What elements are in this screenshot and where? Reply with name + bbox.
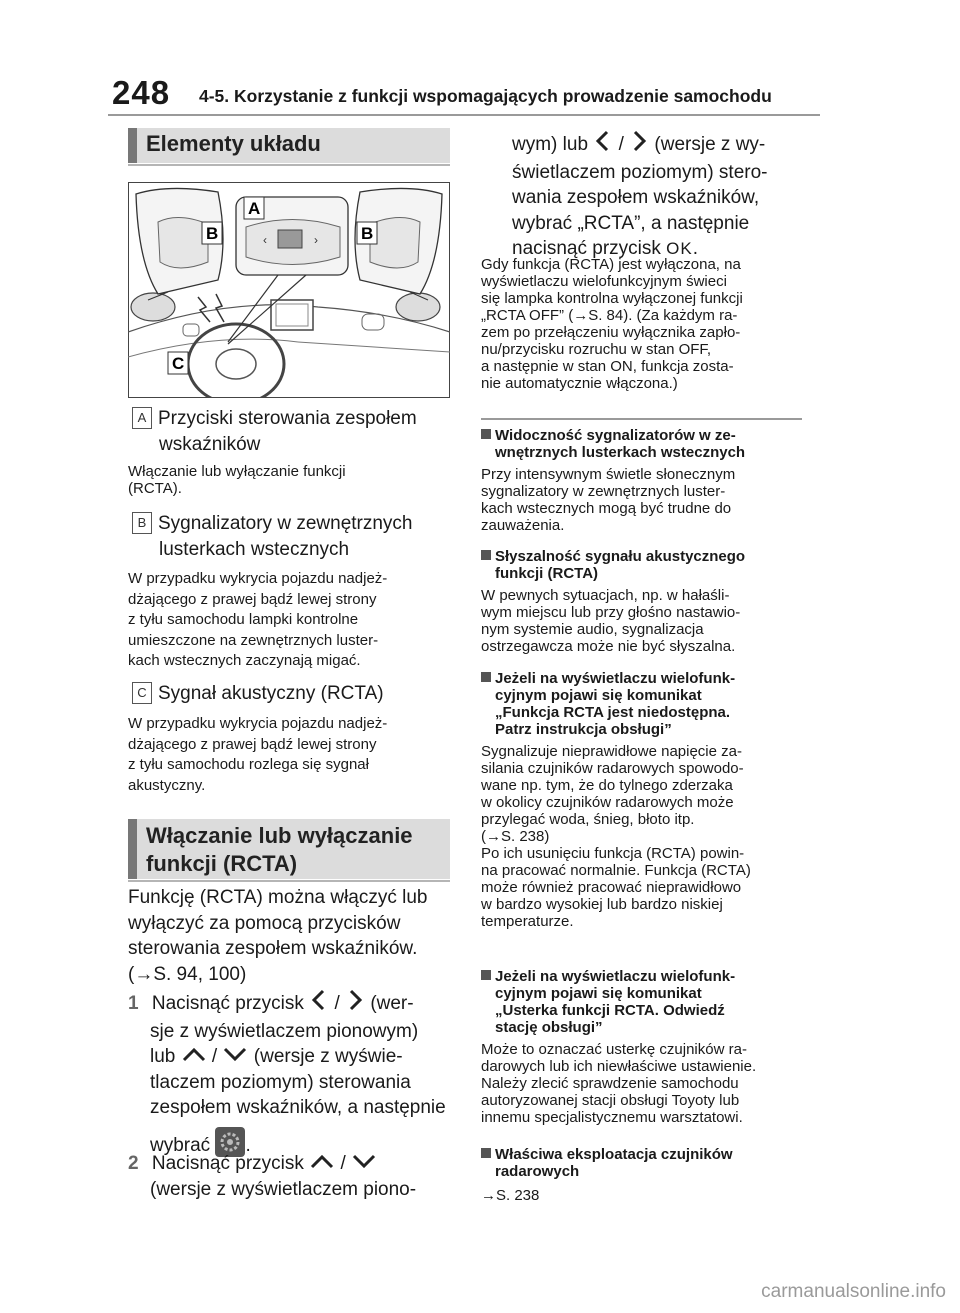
text-line: wybrać „RCTA”, a następnie [512,212,750,234]
text-line: (wersje z wyświetlaczem piono- [150,1178,417,1200]
text-line: dżającego z prawej bądź lewej strony [128,735,377,753]
text: Jeżeli na wyświetlaczu wielofunk- [495,968,736,985]
text-line: sterowania zespołem wskaźników. [128,938,418,959]
text-line: W przypadku wykrycia pojazdu nadjeż- [128,570,388,587]
square-bullet-icon [481,1148,491,1158]
section-heading-text-line1: Włączanie lub wyłączanie [146,823,413,848]
label-c-box: C [132,682,152,704]
rcta-off-note [481,256,811,392]
section-heading-toggle [128,819,450,879]
chevron-right-icon [629,130,649,160]
step-2 [128,1151,458,1202]
step-1 [128,989,458,1164]
item-a-title-line1: Przyciski sterowania zespołem [158,408,417,429]
item-a-title [132,406,452,458]
text-line: cyjnym pojawi się komunikat [495,687,702,704]
text-line: innemu specjalistycznemu warsztatowi. [481,1109,743,1126]
text-line: W przypadku wykrycia pojazdu nadjeż- [128,715,388,732]
text-line: przylegać woda, śnieg, błoto itp. [481,811,695,828]
toggle-intro [128,885,458,987]
text-line: z tyłu samochodu rozlega się sygnał [128,756,369,773]
text: Słyszalność sygnału akustycznego [495,548,746,565]
item-c-title-line1: Sygnał akustyczny (RCTA) [158,683,384,704]
text-line: (RCTA). [128,480,182,497]
section-heading-text-line2: funkcji (RCTA) [146,851,298,876]
chevron-up-icon [181,1044,207,1070]
text-line: darowych lub ich niewłaściwe ustawienie. [481,1058,757,1075]
label-b-box: B [132,512,152,534]
text-line: radarowych [495,1163,580,1180]
item-b-title-line2: lusterkach wstecznych [159,539,350,560]
text: / [618,133,624,155]
text-line: temperaturze. [481,913,574,930]
text-line: Może to oznaczać usterkę czujników ra- [481,1041,747,1058]
text-line: autoryzowanej stacji obsługi Toyoty lub [481,1092,740,1109]
text: (wer- [370,992,414,1014]
text-line: zem po przełączeniu wyłącznika zapło- [481,324,741,341]
text-line: zauważenia. [481,517,565,534]
text: (wersje z wy- [654,133,766,155]
text-line: w okolicy czujników radarowych może [481,794,734,811]
text-line: W pewnych sytuacjach, np. w hałaśli- [481,587,730,604]
step-2-continued [512,130,812,262]
text: wym) lub [512,133,589,155]
text: / [334,992,340,1014]
text-line: →S. 238 [481,1187,540,1204]
svg-text:›: › [314,233,318,247]
text: Właściwa eksploatacja czujników [495,1146,733,1163]
text: / [340,1153,346,1174]
text-line: cyjnym pojawi się komunikat [495,985,702,1002]
text-line: Sygnalizuje nieprawidłowe napięcie za- [481,743,742,760]
note-unavailable-message [481,670,811,930]
label-a-box: A [132,407,152,429]
figure-label-b-left: B [206,224,219,243]
section-heading-text: Elementy układu [146,131,321,156]
text: Widoczność sygnalizatorów w ze- [495,427,736,444]
watermark: carmanualsonline.info [761,1281,946,1302]
page-number: 248 [112,74,171,111]
text-line: nym systemie audio, sygnalizacja [481,621,704,638]
text-line: tlaczem poziomym) sterowania [150,1071,411,1093]
dashboard-illustration [128,182,450,398]
text-line: wyłączyć za pomocą przycisków [128,912,401,934]
text: / [211,1046,218,1067]
item-c-title [132,681,452,707]
text: . [692,238,699,259]
square-bullet-icon [481,970,491,980]
text-line: kach wstecznych mogą być trudne do [481,500,732,517]
item-b-description [128,569,450,672]
text-line: może również pracować nieprawidłowo [481,879,742,896]
text-line: (→S. 94, 100) [128,963,247,985]
chevron-down-icon [222,1044,248,1070]
item-b-title-line1: Sygnalizatory w zewnętrznych [158,513,413,534]
text-line: „Usterka funkcji RCTA. Odwiedź [495,1002,725,1019]
note-radar-maintenance [481,1146,811,1204]
text-line: nu/przycisku rozruchu w stan OFF, [481,341,712,358]
text: wybrać [150,1134,211,1156]
text-line: akustyczny. [128,776,206,794]
text-line: zespołem wskaźników, a następnie [150,1097,446,1119]
text: (wersje z wyświe- [253,1046,403,1067]
text-line: „RCTA OFF” (→S. 84). (Za każdym ra- [481,307,738,324]
text-line: Gdy funkcja (RCTA) jest wyłączona, na [481,256,741,273]
text-line: „Funkcja RCTA jest niedostępna. [495,704,731,721]
text: lub [150,1046,176,1067]
text: . [245,1134,251,1156]
text-line: z tyłu samochodu lampki kontrolne [128,611,359,628]
notes-divider [481,418,802,420]
chevron-right-icon [345,989,365,1019]
item-c-description [128,714,450,796]
figure-label-c: C [172,354,185,373]
square-bullet-icon [481,550,491,560]
text-line: Włączanie lub wyłączanie funkcji [128,463,346,480]
section-heading-elements [128,128,450,163]
step-number: 1 [128,992,139,1014]
square-bullet-icon [481,429,491,439]
text-line: nie automatycznie włączona.) [481,375,678,392]
square-bullet-icon [481,672,491,682]
text-line: w bardzo wysokiej lub bardzo niskiej [481,896,723,913]
header-divider [108,114,820,116]
text: Jeżeli na wyświetlaczu wielofunk- [495,670,736,687]
text-line: sygnalizatory w zewnętrznych luster- [481,483,726,500]
text-line: ostrzegawcza może nie być słyszalna. [481,638,736,655]
text-line: funkcji (RCTA) [495,565,599,582]
text-line: świetlaczem poziomym) stero- [512,161,768,183]
text-line: Przy intensywnym świetle słonecznym [481,466,736,483]
text-line: wania zespołem wskaźników, [512,187,760,208]
text-line: stację obsługi” [495,1019,603,1036]
text-line: kach wstecznych zaczynają migać. [128,652,361,669]
chapter-title: 4-5. Korzystanie z funkcji wspomagających prowadzenie samochodu [199,86,772,106]
text-line: (→S. 238) [481,828,550,845]
text: Nacisnąć przycisk [151,992,304,1014]
chevron-down-icon [351,1151,377,1177]
figure-label-a: A [248,199,261,218]
chevron-up-icon [309,1151,335,1177]
text-line: się lampka kontrolna wyłączonej funkcji [481,290,743,307]
figure-label-b-right: B [361,224,374,243]
text-line: wyświetlaczu wielofunkcyjnym świeci [481,273,727,290]
item-b-title [132,511,452,563]
text-line: wnętrznych lusterkach wstecznych [495,444,746,461]
text-line: silania czujników radarowych spowodo- [481,760,744,777]
note-audibility [481,548,811,655]
text-line: Patrz instrukcja obsługi” [495,721,672,738]
chevron-left-icon [309,989,329,1019]
text-line: a następnie w stan ON, funkcja zosta- [481,358,734,375]
text: Nacisnąć przycisk [151,1153,304,1174]
text: nacisnąć przycisk [512,238,661,259]
chevron-left-icon [593,130,613,160]
text-line: wym miejscu lub przy głośno nastawio- [481,604,741,621]
note-mirror-visibility [481,427,811,534]
text-line: sje z wyświetlaczem pionowym) [150,1020,419,1042]
text-line: Należy zlecić sprawdzenie samochodu [481,1075,739,1092]
item-a-title-line2: wskaźników [159,434,261,455]
svg-text:‹: ‹ [263,233,267,247]
item-a-description [128,463,450,497]
ok-button-glyph: OK [666,239,693,258]
text-line: umieszczone na zewnętrznych luster- [128,631,379,649]
note-fault-message [481,968,811,1126]
step-number: 2 [128,1153,139,1174]
text-line: dżającego z prawej bądź lewej strony [128,590,377,608]
text-line: Funkcję (RCTA) można włączyć lub [128,887,428,908]
text-line: wane np. tym, że do tylnego zderzaka [481,777,733,794]
text-line: na pracować normalnie. Funkcja (RCTA) [481,862,751,879]
text-line: Po ich usunięciu funkcja (RCTA) powin- [481,845,745,862]
